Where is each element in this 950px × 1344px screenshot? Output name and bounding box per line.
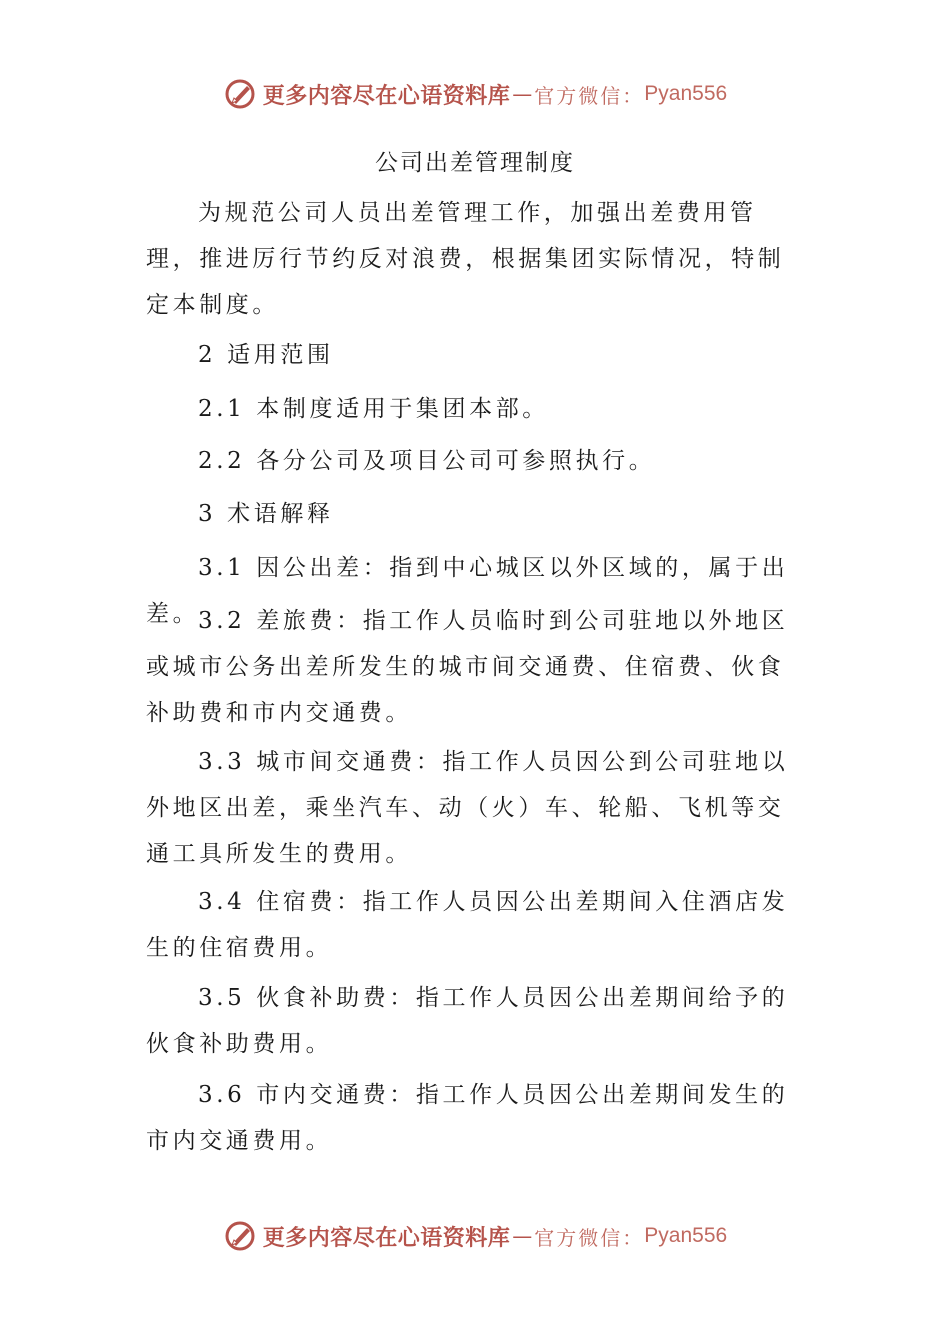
watermark-brand: 更多内容尽在心语资料库 — [262, 1224, 511, 1251]
paragraph-2-2: 2.2 各分公司及项目公司可参照执行。 — [198, 448, 656, 474]
pen-logo-icon — [223, 77, 257, 111]
paragraph-2-1: 2.1 本制度适用于集团本部。 — [198, 396, 549, 422]
intro-paragraph: 为规范公司人员出差管理工作，加强出差费用管理，推进厉行节约反对浪费，根据集团实际情况，特制定本制度。 — [146, 200, 785, 318]
footer-watermark — [0, 1214, 950, 1258]
paragraph-3-4: 3.4 住宿费：指工作人员因公出差期间入住酒店发生的住宿费用。 — [146, 889, 789, 961]
watermark-wechat-id: Pyan556 — [644, 82, 728, 105]
watermark-brand: 更多内容尽在心语资料库 — [262, 82, 511, 109]
header-watermark — [0, 72, 950, 116]
watermark-label: 官方微信： — [534, 1225, 645, 1250]
watermark-dash: — — [512, 1224, 533, 1248]
paragraph-3-3: 3.3 城市间交通费：指工作人员因公到公司驻地以外地区出差，乘坐汽车、动（火）车、轮船、飞机等交通工具所发生的费用。 — [146, 749, 789, 867]
paragraph-3-1: 3.1 因公出差：指到中心城区以外区域的，属于出差。 — [146, 555, 789, 627]
watermark-label: 官方微信： — [534, 83, 645, 108]
paragraph-3-2: 3.2 差旅费：指工作人员临时到公司驻地以外地区或城市公务出差所发生的城市间交通费、住宿费、伙食补助费和市内交通费。 — [146, 608, 789, 726]
watermark-dash: — — [512, 82, 533, 106]
section-heading-scope: 2 适用范围 — [198, 342, 334, 368]
paragraph-3-6: 3.6 市内交通费：指工作人员因公出差期间发生的市内交通费用。 — [146, 1082, 789, 1154]
watermark-wechat-id: Pyan556 — [644, 1224, 728, 1247]
section-heading-terms: 3 术语解释 — [198, 501, 334, 527]
document-title: 公司出差管理制度 — [375, 150, 575, 176]
pen-logo-icon — [223, 1219, 257, 1253]
paragraph-3-5: 3.5 伙食补助费：指工作人员因公出差期间给予的伙食补助费用。 — [146, 985, 789, 1057]
